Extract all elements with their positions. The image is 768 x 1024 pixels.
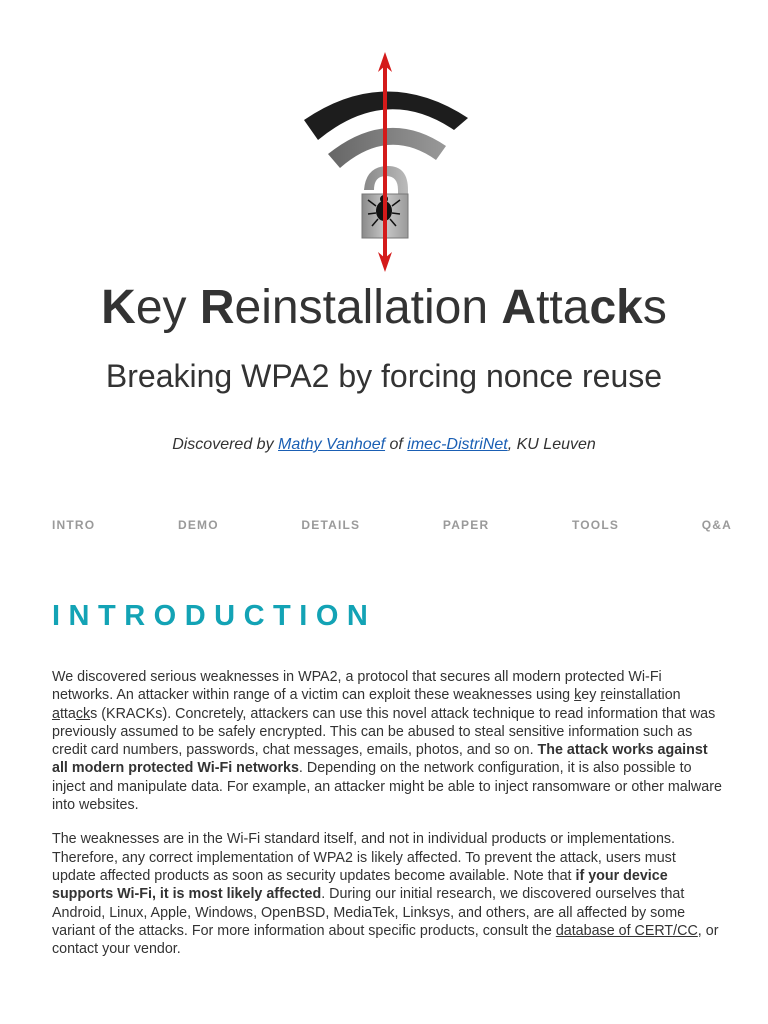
credits-line (0, 436, 768, 454)
page-title (0, 280, 768, 336)
text-run: . During our initial research, we discovered ourselves that Android, Linux, Apple, Windows, OpenBSD, MediaTek, Linksys, and others, are all affected by some variant of the attacks. For more information about specific products, consult the (52, 886, 686, 939)
nav-intro[interactable]: INTRO (52, 518, 96, 532)
title-part: einstallation (234, 281, 502, 334)
krack-logo (296, 48, 476, 278)
title-part: ey (135, 281, 200, 334)
nav-paper[interactable]: PAPER (442, 518, 490, 532)
text-run: einstallation (605, 687, 681, 704)
underlined-letter: r (600, 687, 606, 704)
cert-cc-database-link[interactable]: database of CERT/CC (555, 922, 698, 939)
bold-statement: if your device supports Wi-Fi, it is most likely affected (52, 867, 668, 903)
nav-details[interactable]: DETAILS (301, 518, 361, 532)
underlined-letter: a (52, 705, 60, 722)
text-run: tta (59, 705, 76, 722)
text-run: We discovered serious weaknesses in WPA2, a protocol that secures all modern protected Wi-Fi networks. An attacker within range of a victim can exploit these weaknesses using (52, 669, 662, 704)
bold-statement: The attack works against all modern protected Wi-Fi networks (52, 742, 708, 777)
underlined-letter: ck (75, 705, 91, 722)
credits-suffix: , KU Leuven (507, 436, 596, 453)
credits-mid: of (385, 436, 408, 453)
title-letters-ck: ck (589, 281, 643, 334)
page-subtitle: Breaking WPA2 by forcing nonce reuse (105, 358, 663, 394)
introduction-content (52, 668, 722, 974)
arrow-icon (378, 52, 392, 272)
title-letter-k: K (101, 281, 136, 334)
title-letter-a: A (501, 281, 537, 334)
section-heading-introduction: INTRODUCTION (52, 600, 377, 632)
text-run: , or contact your vendor. (52, 922, 719, 958)
title-part: tta (536, 281, 590, 334)
credits-prefix: Discovered by (172, 436, 279, 453)
text-run: . Depending on the network configuration, it is also possible to inject and manipulate data. For example, an attacker might be able to inject ransomware or other malware into websites. (52, 760, 722, 814)
underlined-letter: k (574, 687, 582, 704)
title-part: s (642, 281, 667, 334)
intro-paragraph-2 (52, 830, 722, 958)
text-run: The weaknesses are in the Wi-Fi standard itself, and not in individual products or implementations. Therefore, any correct implementation of WPA2 is likely affected. To prevent the attack, users must update affected products as soon as security updates become available. Note that (52, 831, 676, 884)
title-letter-r: R (199, 281, 235, 334)
org-link[interactable]: imec-DistriNet (407, 436, 508, 453)
author-link[interactable]: Mathy Vanhoef (278, 436, 386, 453)
main-nav (52, 518, 732, 532)
text-run: ey (581, 687, 601, 704)
text-run: s (KRACKs). Concretely, attackers can use this novel attack technique to read information that was previously assumed to be safely encrypted. This can be abused to steal sensitive information such as credit card numbers, passwords, chat messages, emails, photos, and so on. (52, 705, 716, 759)
nav-tools[interactable]: TOOLS (571, 518, 620, 532)
intro-paragraph-1 (52, 668, 722, 814)
nav-qa[interactable]: Q&A (701, 518, 732, 532)
nav-demo[interactable]: DEMO (177, 518, 219, 532)
